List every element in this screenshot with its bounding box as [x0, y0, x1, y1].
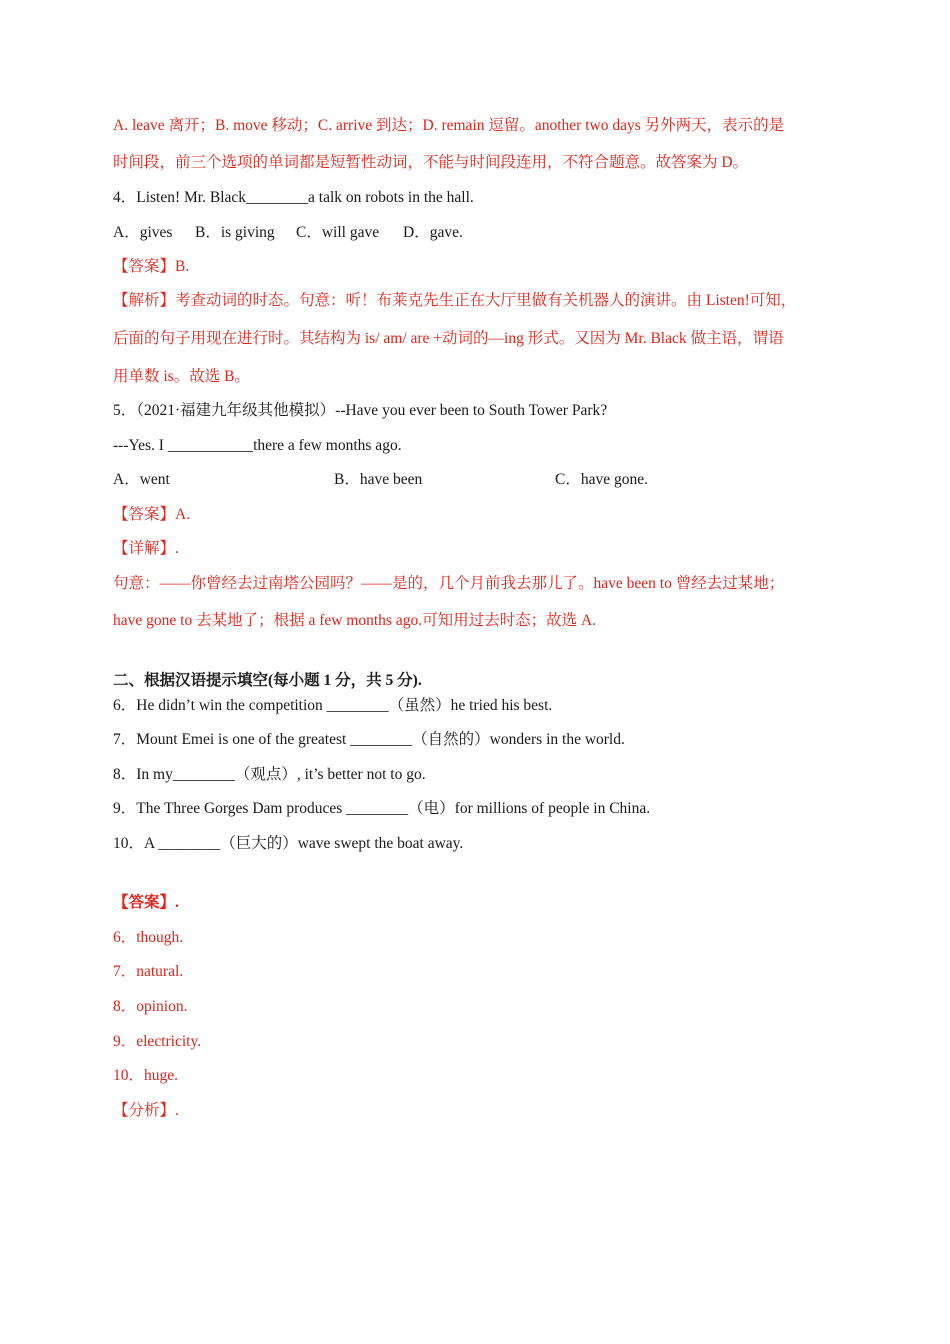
q5-stem: 5．（2021·福建九年级其他模拟）--Have you ever been to South Tower Park? [113, 402, 608, 419]
q5-detail-label: 【详解】. [113, 540, 179, 557]
q3-explanation-line2: 时间段，前三个选项的单词都是短暂性动词，不能与时间段连用，不符合题意。故答案为 D。 [113, 154, 749, 171]
q5-answer: 【答案】A. [113, 506, 191, 523]
q5-option-b: B．have been [334, 471, 423, 488]
answer-7: 7．natural. [113, 963, 184, 980]
answer-9: 9．electricity. [113, 1033, 202, 1050]
q4-options [113, 223, 463, 243]
q10-stem: 10．A ________（巨大的）wave swept the boat away. [113, 835, 464, 852]
q5-stem-reply: ---Yes. I ___________there a few months ago. [113, 437, 402, 454]
answer-10: 10．huge. [113, 1067, 179, 1084]
q4-stem: 4．Listen! Mr. Black________a talk on robots in the hall. [113, 189, 474, 206]
q4-answer: 【答案】B. [113, 258, 190, 275]
q3-explanation-line1: A. leave 离开；B. move 移动；C. arrive 到达；D. remain 逗留。another two days 另外两天，表示的是 [113, 117, 785, 134]
q4-option-b: B．is giving [195, 224, 275, 241]
answer-8: 8．opinion. [113, 998, 188, 1015]
section2-analysis-label: 【分析】. [113, 1102, 179, 1119]
answer-6: 6．though. [113, 929, 184, 946]
q4-option-a: A．gives [113, 224, 173, 241]
q9-stem: 9．The Three Gorges Dam produces ________（电）for millions of people in China. [113, 800, 651, 817]
q5-option-c: C．have gone. [555, 471, 648, 488]
q8-stem: 8．In my________（观点）, it’s better not to go. [113, 766, 426, 783]
q5-option-a: A．went [113, 471, 170, 488]
q4-explanation-line1: 【解析】考查动词的时态。句意：听！布莱克先生正在大厅里做有关机器人的演讲。由 Listen!可知， [113, 292, 797, 309]
q5-explanation-line1: 句意：——你曾经去过南塔公园吗？——是的，几个月前我去那儿了。have been to 曾经去过某地； [113, 575, 785, 592]
q4-option-d: D．gave. [403, 224, 463, 241]
q5-explanation-line2: have gone to 去某地了；根据 a few months ago.可知用过去时态；故选 A. [113, 612, 597, 629]
q5-options [113, 470, 648, 490]
section2-answer-label: 【答案】. [113, 894, 179, 911]
q4-option-c: C．will gave [296, 224, 380, 241]
section2-heading: 二、根据汉语提示填空(每小题 1 分，共 5 分). [113, 672, 422, 689]
q6-stem: 6．He didn’t win the competition ________（虽然）he tried his best. [113, 697, 553, 714]
q4-explanation-line3: 用单数 is。故选 B。 [113, 368, 250, 385]
q4-explanation-line2: 后面的句子用现在进行时。其结构为 is/ am/ are +动词的—ing 形式。又因为 Mr. Black 做主语，谓语 [113, 330, 784, 347]
q7-stem: 7．Mount Emei is one of the greatest ________（自然的）wonders in the world. [113, 731, 625, 748]
